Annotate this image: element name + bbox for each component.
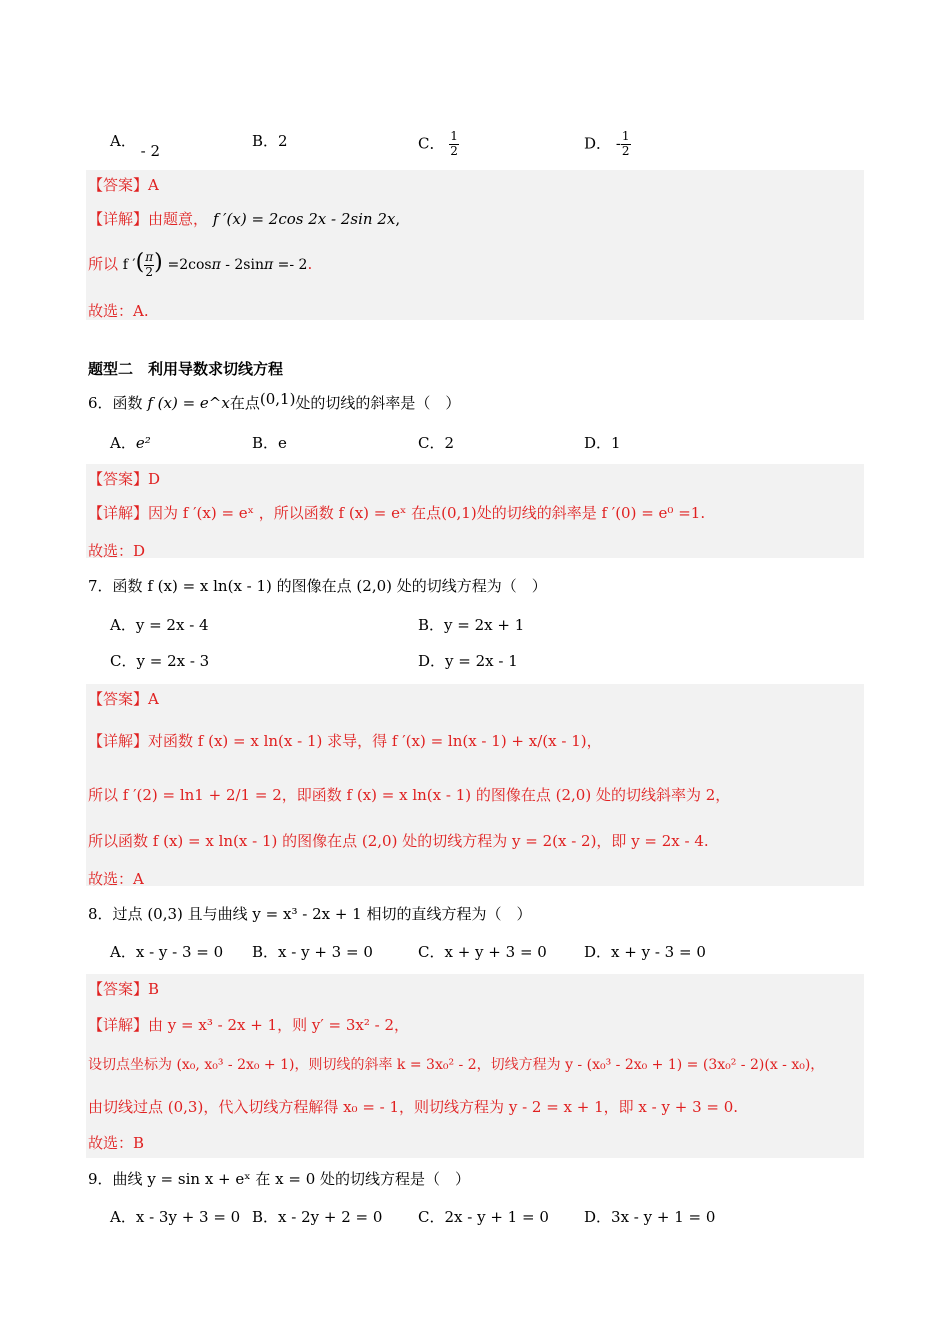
option-value: 1 bbox=[611, 434, 621, 452]
q7-option-b bbox=[418, 614, 524, 635]
detail-line-2: 所以 f ′(2) = ln1 + 2/1 = 2，即函数 f (x) = x ln(x - 1) 的图像在点 (2,0) 处的切线斜率为 2， bbox=[88, 786, 731, 804]
option-label: B． bbox=[252, 434, 279, 452]
option-value: x + y + 3 = 0 bbox=[444, 943, 547, 961]
detail-line-1: 【详解】由题意， f ′(x) = 2cos 2x - 2sin 2x, bbox=[88, 210, 401, 228]
stem-text: 过点 (0,3) 且与曲线 y = x³ - 2x + 1 相切的直线方程为（ ） bbox=[112, 905, 532, 923]
q7-stem bbox=[88, 575, 864, 596]
option-value: x - 3y + 3 = 0 bbox=[135, 1208, 241, 1226]
detail-text: 对函数 f (x) = x ln(x - 1) 求导，得 f ′(x) = ln(x - 1) + x/(x - 1)， bbox=[148, 732, 602, 750]
option-label: C． bbox=[418, 1208, 445, 1226]
q6-answer-block bbox=[86, 464, 864, 558]
stem-text: 函数 f (x) = x ln(x - 1) 的图像在点 (2,0) 处的切线方程为（ ） bbox=[112, 577, 547, 595]
option-label: C． bbox=[418, 434, 445, 452]
question-number: 6． bbox=[88, 394, 113, 412]
stem-text: 函数 bbox=[112, 394, 143, 412]
answer-value: D bbox=[148, 470, 161, 488]
option-value-fraction: $\frac{1}{2}$ bbox=[450, 129, 458, 158]
detail-line-3: 所以函数 f (x) = x ln(x - 1) 的图像在点 (2,0) 处的切线方程为 y = 2(x - 2)，即 y = 2x - 4. bbox=[88, 832, 709, 850]
answer-line bbox=[88, 688, 159, 709]
answer-value: A bbox=[148, 690, 159, 708]
option-label: B． bbox=[252, 943, 279, 961]
q8-option-b bbox=[252, 941, 373, 962]
answer-tag: 【答案】 bbox=[88, 690, 149, 708]
option-label: B． bbox=[252, 1208, 279, 1226]
detail-tag: 【详解】 bbox=[88, 504, 149, 522]
choose-line: 故选：D bbox=[88, 542, 146, 560]
option-value: y = 2x + 1 bbox=[444, 616, 525, 634]
stem-math: f (x) = e^x bbox=[147, 394, 230, 412]
detail-line-1 bbox=[88, 1014, 409, 1035]
detail-line-2: 设切点坐标为 (x₀, x₀³ - 2x₀ + 1)，则切线的斜率 k = 3x₀² - 2，切线方程为 y - (x₀³ - 2x₀ + 1) = (3x₀² - 2)(x - x₀)， bbox=[88, 1057, 825, 1073]
detail-tag: 【详解】 bbox=[88, 1016, 149, 1034]
q5-answer-block bbox=[86, 170, 864, 320]
question-number: 8． bbox=[88, 905, 113, 923]
detail-line-3: 由切线过点 (0,3)，代入切线方程解得 x₀ = - 1，则切线方程为 y - 2 = x + 1，即 x - y + 3 = 0. bbox=[88, 1098, 739, 1116]
q9-stem bbox=[88, 1168, 864, 1189]
option-value: - 2 bbox=[140, 142, 161, 160]
option-label: A． bbox=[110, 132, 136, 150]
option-label: D． bbox=[584, 434, 612, 452]
detail-text: 由题意， bbox=[148, 210, 209, 228]
stem-text: 处的切线的斜率是（ ） bbox=[295, 394, 461, 412]
q6-option-b bbox=[252, 432, 287, 453]
detail-text: 因为 f ′(x) = eˣ ，所以函数 f (x) = eˣ 在点(0,1)处的切线的斜率是 f ′(0) = e⁰ =1. bbox=[148, 504, 706, 522]
q7-option-d bbox=[418, 650, 518, 671]
q9-option-d bbox=[584, 1206, 715, 1227]
choose-line: 故选：A bbox=[88, 870, 144, 888]
q7-answer-block bbox=[86, 684, 864, 886]
option-label: A． bbox=[110, 434, 136, 452]
answer-line bbox=[88, 978, 159, 999]
option-value: x + y - 3 = 0 bbox=[611, 943, 706, 961]
stem-text: 曲线 y = sin x + eˣ 在 x = 0 处的切线方程是（ ） bbox=[112, 1170, 471, 1188]
question-number: 7． bbox=[88, 577, 113, 595]
q5-option-a bbox=[110, 130, 161, 160]
stem-text: 在点 bbox=[229, 394, 260, 412]
option-value: x - y - 3 = 0 bbox=[135, 943, 224, 961]
detail-line bbox=[88, 502, 705, 523]
option-value: 3x - y + 1 = 0 bbox=[611, 1208, 716, 1226]
option-label: D． bbox=[584, 943, 612, 961]
option-value: y = 2x - 3 bbox=[136, 652, 210, 670]
detail-text: 所以 bbox=[88, 255, 119, 273]
option-label: A． bbox=[110, 943, 136, 961]
answer-line bbox=[88, 174, 159, 195]
option-label: A． bbox=[110, 1208, 136, 1226]
q8-option-c bbox=[418, 941, 547, 962]
q6-option-c bbox=[418, 432, 454, 453]
q8-answer-block bbox=[86, 974, 864, 1158]
choose-line: 故选：A. bbox=[88, 302, 149, 320]
detail-line-1 bbox=[88, 730, 602, 751]
option-label: C． bbox=[110, 652, 137, 670]
choose-line: 故选：B bbox=[88, 1134, 145, 1152]
option-label: D． bbox=[584, 1208, 612, 1226]
option-label: D． bbox=[418, 652, 446, 670]
option-value-fraction: $\frac{1}{2}$ bbox=[621, 129, 630, 158]
q8-option-a bbox=[110, 941, 223, 962]
option-value: e² bbox=[135, 434, 151, 452]
option-label: C． bbox=[418, 943, 445, 961]
detail-tag: 【详解】 bbox=[88, 210, 149, 228]
option-label: C． bbox=[418, 134, 445, 153]
q6-option-d bbox=[584, 432, 621, 453]
detail-line-2: 所以 f ′( $\frac{\pi}{2}$ ) =2cosπ - 2sinπ =- 2. bbox=[88, 249, 313, 279]
answer-tag: 【答案】 bbox=[88, 980, 149, 998]
option-value: y = 2x - 4 bbox=[135, 616, 209, 634]
question-number: 9． bbox=[88, 1170, 113, 1188]
section-title: 题型二 利用导数求切线方程 bbox=[88, 360, 284, 378]
answer-tag: 【答案】 bbox=[88, 176, 149, 194]
answer-value: B bbox=[148, 980, 160, 998]
option-value: x - y + 3 = 0 bbox=[278, 943, 373, 961]
q8-stem bbox=[88, 903, 864, 924]
option-value: 2 bbox=[444, 434, 455, 452]
stem-math: (0,1) bbox=[259, 390, 296, 408]
option-label: A． bbox=[110, 616, 136, 634]
q5-option-c bbox=[418, 130, 459, 159]
q5-option-b bbox=[252, 130, 288, 151]
answer-value: A bbox=[148, 176, 159, 194]
fraction: $\frac{\pi}{2}$ bbox=[145, 249, 154, 279]
q7-option-c bbox=[110, 650, 209, 671]
q5-option-d: D． - $\frac{1}{2}$ bbox=[584, 129, 630, 158]
option-value: y = 2x - 1 bbox=[445, 652, 518, 670]
option-value: 2x - y + 1 = 0 bbox=[444, 1208, 549, 1226]
answer-line bbox=[88, 468, 160, 489]
q9-option-a bbox=[110, 1206, 240, 1227]
q8-option-d bbox=[584, 941, 706, 962]
detail-text: 由 y = x³ - 2x + 1，则 y′ = 3x² - 2， bbox=[148, 1016, 410, 1034]
option-label: B． bbox=[418, 616, 445, 634]
option-value: x - 2y + 2 = 0 bbox=[278, 1208, 383, 1226]
option-label: D． bbox=[584, 134, 612, 153]
detail-math: f ′(x) = 2cos 2x - 2sin 2x bbox=[212, 210, 396, 228]
option-value: e bbox=[278, 434, 287, 452]
q9-option-b bbox=[252, 1206, 382, 1227]
option-value: 2 bbox=[278, 132, 288, 150]
q9-option-c bbox=[418, 1206, 549, 1227]
detail-tag: 【详解】 bbox=[88, 732, 149, 750]
q7-option-a bbox=[110, 614, 209, 635]
answer-tag: 【答案】 bbox=[88, 470, 149, 488]
q6-option-a bbox=[110, 432, 151, 453]
q6-stem bbox=[88, 392, 864, 413]
option-label: B． bbox=[252, 132, 279, 150]
